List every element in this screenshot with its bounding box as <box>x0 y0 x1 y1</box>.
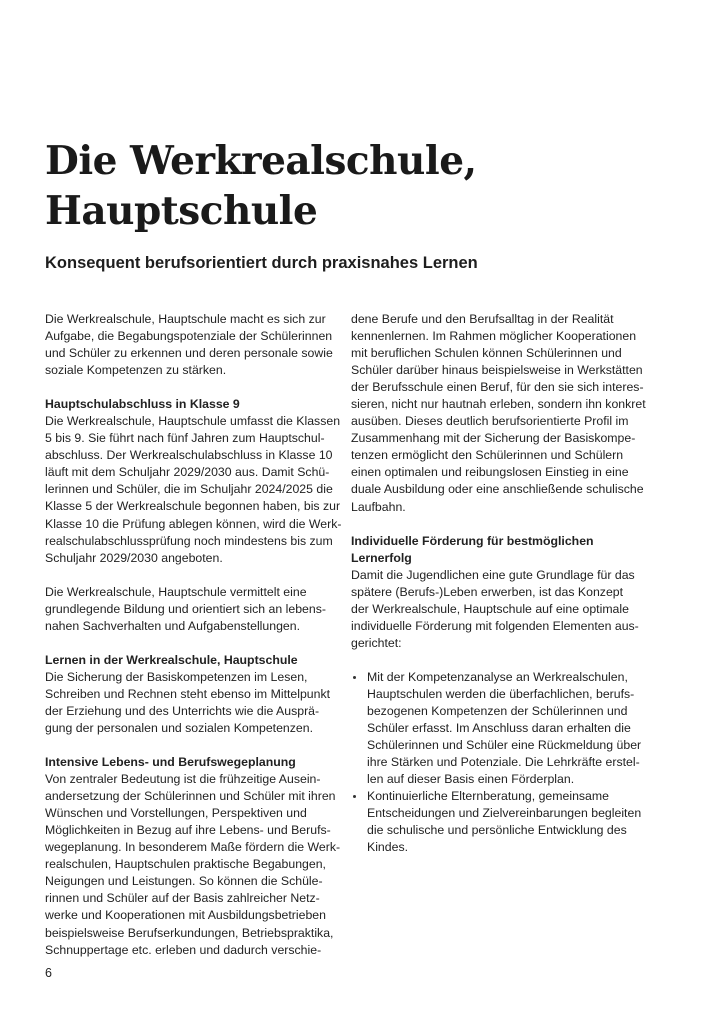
text-line: der Berufsschule einen Beruf, für den sie sich interes- <box>351 380 644 395</box>
title-line: Die Werkrealschule, <box>45 138 477 184</box>
text-line: nahen Sachverhalten und Aufgabenstellungen. <box>45 618 301 633</box>
paragraph <box>45 311 333 379</box>
section-heading: Individuelle Förderung für bestmöglichen <box>351 533 594 548</box>
paragraph <box>351 311 646 516</box>
text-line: Möglichkeiten in Bezug auf ihre Lebens- und Berufs- <box>45 823 331 838</box>
text-line: lerinnen und Schüler, die im Schuljahr 2024/2025 die <box>45 482 333 497</box>
left-column <box>45 311 342 976</box>
text-line: der Erziehung und des Unterrichts wie die Ausprä- <box>45 703 320 718</box>
section-heading: Hauptschulabschluss in Klasse 9 <box>45 397 240 412</box>
text-line: kennenlernen. Im Rahmen möglicher Kooperationen <box>351 329 637 344</box>
text-line: sieren, nicht nur hautnah erleben, sondern ihn konkret <box>351 397 646 412</box>
text-line: einen optimalen und reibungslosen Einstieg in eine <box>351 465 629 480</box>
bullet-list <box>351 669 643 857</box>
text-line: der Werkrealschule, Hauptschule auf eine optimale <box>351 601 629 616</box>
text-line: individuelle Förderung mit folgenden Elementen aus- <box>351 618 639 633</box>
text-line: Schreiben und Rechnen steht ebenso im Mittelpunkt <box>45 686 331 701</box>
text-line: Von zentraler Bedeutung ist die frühzeitige Ausein- <box>45 772 321 787</box>
text-line: Die Sicherung der Basiskompetenzen im Lesen, <box>45 669 308 684</box>
page-number: 6 <box>45 966 52 980</box>
text-line: tenzen ermöglicht den Schülerinnen und Schülern <box>351 448 624 463</box>
text-line: Schnuppertage etc. erleben und dadurch verschie- <box>45 942 322 957</box>
text-line: beispielsweise Berufserkundungen, Betriebspraktika, <box>45 925 334 940</box>
text-line: dene Berufe und den Berufsalltag in der Realität <box>351 312 614 326</box>
text-line: realschulen, Hauptschulen praktische Begabungen, <box>45 857 326 872</box>
section <box>45 652 329 737</box>
text-line: abschluss. Der Werkrealschulabschluss in Klasse 10 <box>45 448 333 463</box>
text-line: Schüler erfasst. Im Anschluss daran erhalten die <box>367 721 631 736</box>
bullet-item <box>351 669 643 788</box>
text-line: gung der personalen und sozialen Kompetenzen. <box>45 720 313 735</box>
text-line: ausüben. Dieses deutlich berufsorientierte Profil im <box>351 414 629 429</box>
text-line: Hauptschulen werden die überfachlichen, berufs- <box>367 686 635 701</box>
text-line: läuft mit dem Schuljahr 2029/2030 aus. Damit Schü- <box>45 465 330 480</box>
paragraph <box>45 584 329 635</box>
text-line: mit beruflichen Schulen können Schülerinnen und <box>351 346 622 361</box>
text-line: Aufgabe, die Begabungspotenziale der Schülerinnen <box>45 329 333 344</box>
text-line: realschulabschlussprüfung noch mindestens bis zum <box>45 533 333 548</box>
right-column <box>351 311 646 856</box>
text-line: Kontinuierliche Elternberatung, gemeinsame <box>367 789 609 804</box>
text-line: 5 bis 9. Sie führt nach fünf Jahren zum Hauptschul- <box>45 431 325 446</box>
text-line: grundlegende Bildung und orientiert sich an lebens- <box>45 601 326 616</box>
page-subtitle: Konsequent berufsorientiert durch praxisnahes Lernen <box>45 254 478 272</box>
text-line: werke und Kooperationen mit Ausbildungsbetrieben <box>45 908 326 923</box>
text-line: Neigungen und Leistungen. So können die Schüle- <box>45 874 323 889</box>
text-line: Schülerinnen und Schüler eine Rückmeldung über <box>367 738 642 753</box>
text-line: Schüler darüber hinaus beispielsweise in Werkstätten <box>351 363 643 378</box>
section <box>351 533 643 652</box>
text-line: Zusammenhang mit der Sicherung der Basiskompe- <box>351 431 636 446</box>
text-line: Schuljahr 2029/2030 angeboten. <box>45 550 223 565</box>
text-line: duale Ausbildung oder eine anschließende schulische <box>351 482 644 497</box>
text-line: spätere (Berufs-)Leben erwerben, ist das Konzept <box>351 584 624 599</box>
text-line: Klasse 10 die Prüfung ablegen können, wird die Werk- <box>45 516 342 531</box>
text-line: andersetzung der Schülerinnen und Schüler mit ihren <box>45 789 336 804</box>
text-line: bezogenen Kompetenzen der Schülerinnen und <box>367 703 628 718</box>
text-line: Mit der Kompetenzanalyse an Werkrealschulen, <box>367 669 628 684</box>
text-line: Klasse 5 der Werkrealschule begonnen haben, bis zur <box>45 499 341 514</box>
section-heading: Lernen in der Werkrealschule, Hauptschule <box>45 652 298 667</box>
text-line: ihre Stärken und Potenziale. Die Lehrkräfte erstel- <box>367 755 640 770</box>
text-line: soziale Kompetenzen zu stärken. <box>45 363 227 378</box>
text-line: Entscheidungen und Zielvereinbarungen begleiten <box>367 806 642 821</box>
text-line: gerichtet: <box>351 635 402 650</box>
text-line: die schulische und persönliche Entwicklung des <box>367 823 627 838</box>
section <box>45 396 342 566</box>
text-line: Wünschen und Vorstellungen, Perspektiven und <box>45 806 307 821</box>
text-line: Damit die Jugendlichen eine gute Grundlage für das <box>351 567 635 582</box>
text-line: rinnen und Schüler auf der Basis zahlreicher Netz- <box>45 891 320 906</box>
section-heading: Intensive Lebens- und Berufswegeplanung <box>45 755 296 770</box>
text-line: Kindes. <box>367 840 409 855</box>
text-line: Die Werkrealschule, Hauptschule umfasst die Klassen <box>45 414 341 429</box>
section <box>45 754 341 959</box>
text-line: len auf dieser Basis einen Förderplan. <box>367 772 575 787</box>
right-column-paragraphs <box>351 311 646 652</box>
text-line: und Schüler zu erkennen und deren personale sowie <box>45 346 333 361</box>
text-line: wegeplanung. In besonderem Maße fördern die Werk- <box>45 840 341 855</box>
text-line: Die Werkrealschule, Hauptschule macht es sich zur <box>45 312 326 326</box>
page-title <box>45 136 685 236</box>
title-line: Hauptschule <box>45 188 318 234</box>
section-heading: Lernerfolg <box>351 550 412 565</box>
bullet-item <box>351 788 643 856</box>
text-line: Die Werkrealschule, Hauptschule vermittelt eine <box>45 584 307 599</box>
text-line: Laufbahn. <box>351 499 406 514</box>
